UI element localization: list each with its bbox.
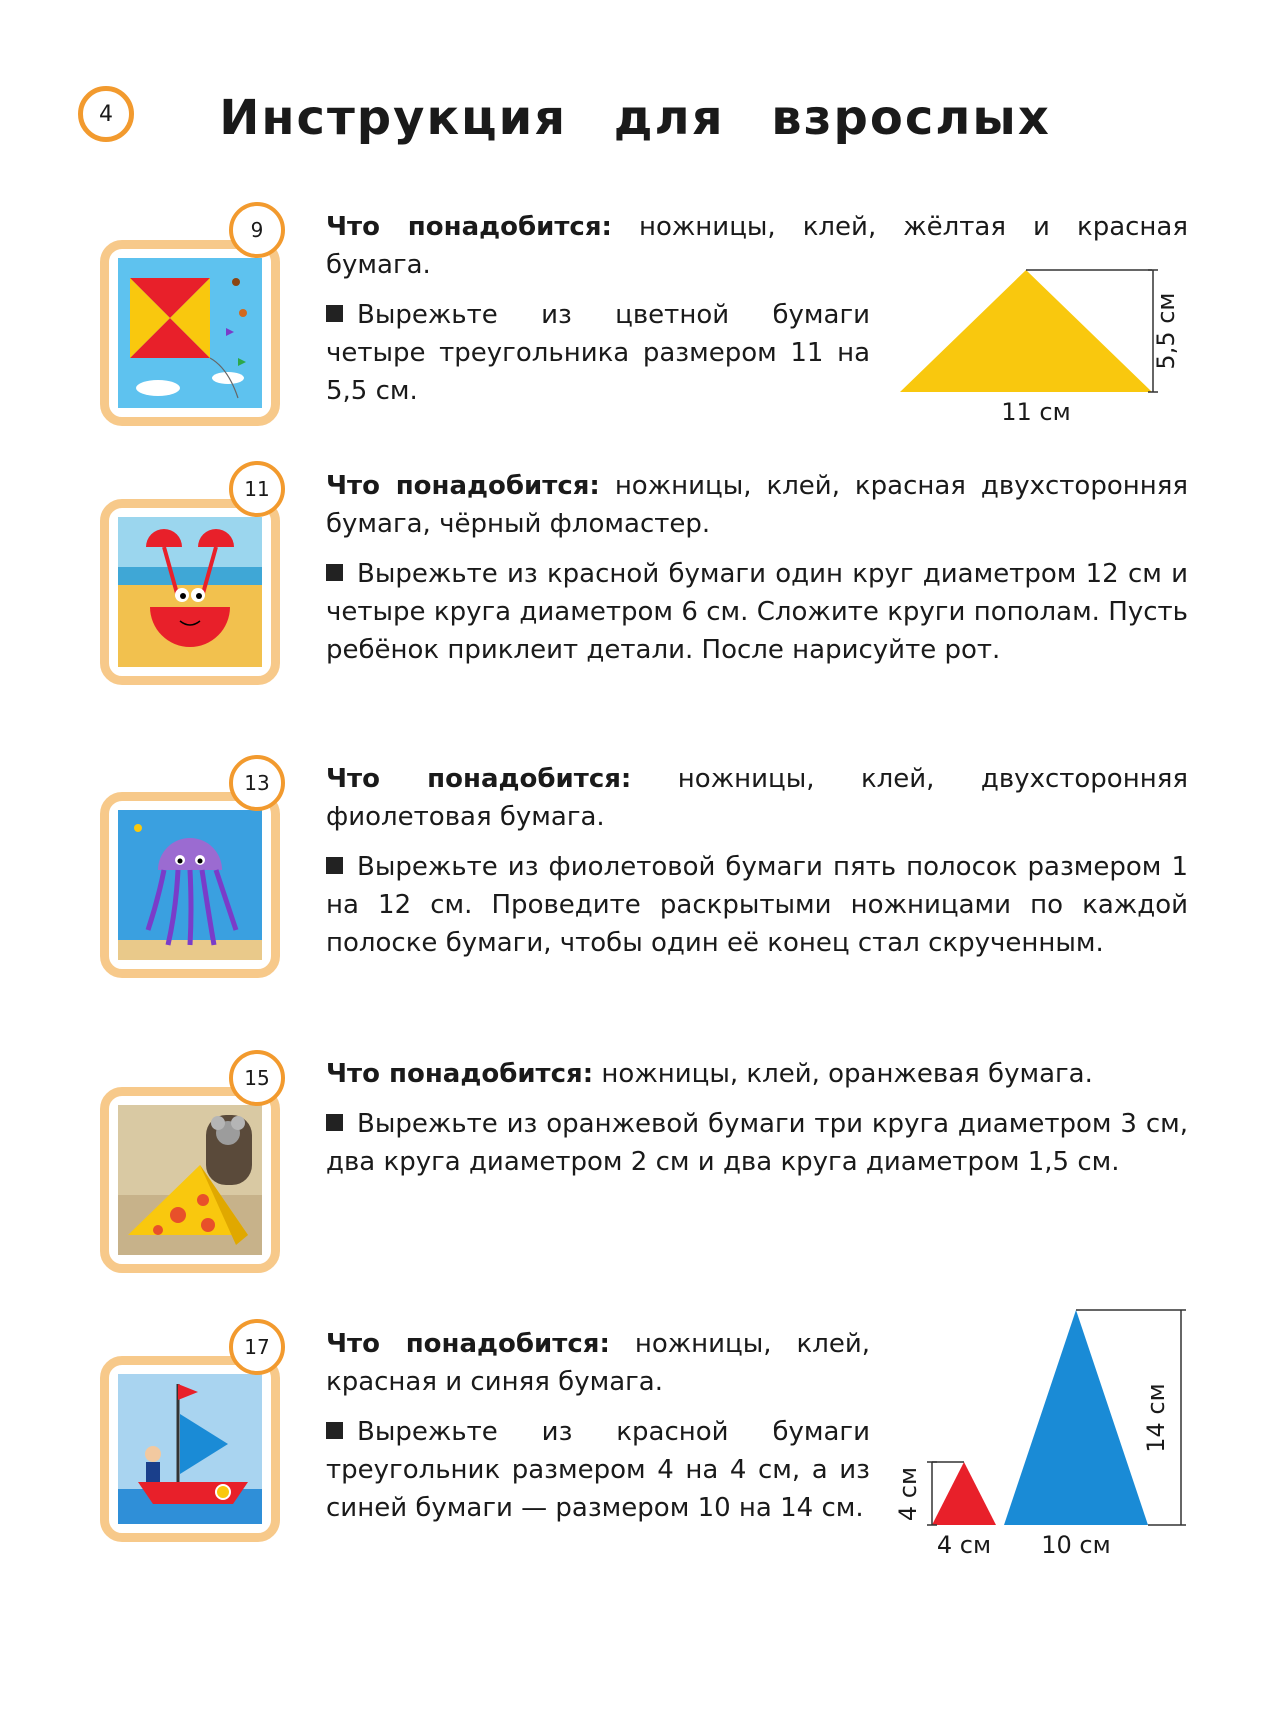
kite-picture xyxy=(100,240,280,426)
bullet-icon xyxy=(326,1114,343,1131)
sailboat-picture xyxy=(100,1356,280,1542)
instruction-text: Вырежьте из цветной бумаги четыре треугольника размером 11 на 5,5 см. xyxy=(326,300,870,406)
blue-base-label: 10 см xyxy=(1041,1531,1111,1559)
yellow-triangle-diagram xyxy=(890,262,1190,432)
instruction-text: Вырежьте из красной бумаги один круг диаметром 12 см и четыре круга диаметром 6 см. Сложите круги пополам. Пусть ребёнок приклеит детали. После нарисуйте рот. xyxy=(326,559,1188,665)
needs-label: Что понадобится: xyxy=(326,1059,594,1089)
bullet-icon xyxy=(326,1422,343,1439)
blue-height-label: 14 см xyxy=(1142,1383,1170,1453)
needs-label: Что понадобится: xyxy=(326,1329,610,1359)
crab-picture xyxy=(100,499,280,685)
bullet-icon xyxy=(326,857,343,874)
page-ref-badge: 17 xyxy=(229,1319,285,1375)
needs-text: ножницы, клей, красная двухсторонняя бумага, чёрный фломастер. xyxy=(326,471,1189,539)
red-height-label: 4 см xyxy=(894,1466,922,1522)
instruction-text: Вырежьте из красной бумаги треугольник размером 4 на 4 см, а из синей бумаги — размером 10 на 14 см. xyxy=(326,1417,870,1523)
needs-text: ножницы, клей, жёлтая и красная бумага. xyxy=(326,212,1188,280)
bullet-icon xyxy=(326,305,343,322)
section-text xyxy=(326,760,1188,974)
blue-triangle xyxy=(1004,1310,1148,1525)
needs-label: Что понадобится: xyxy=(326,471,600,501)
instruction-text: Вырежьте из фиолетовой бумаги пять полосок размером 1 на 12 см. Проведите раскрытыми ножницами по каждой полоске бумаги, чтобы один её конец стал скрученным. xyxy=(326,852,1188,958)
needs-label: Что понадобится: xyxy=(326,764,632,794)
section-text xyxy=(326,1055,1188,1193)
red-triangle xyxy=(932,1462,996,1525)
cheese-mouse-picture xyxy=(100,1087,280,1273)
needs-text: ножницы, клей, оранжевая бумага. xyxy=(601,1059,1093,1089)
section-text xyxy=(326,467,1188,681)
needs-text: ножницы, клей, красная и синяя бумага. xyxy=(326,1329,870,1397)
section-text xyxy=(326,1325,870,1539)
triangles-diagram xyxy=(894,1300,1202,1570)
yellow-triangle xyxy=(900,270,1152,392)
page-title: Инструкция для взрослых xyxy=(219,90,1051,146)
page-ref-badge: 9 xyxy=(229,202,285,258)
page-ref-badge: 15 xyxy=(229,1050,285,1106)
bullet-icon xyxy=(326,564,343,581)
instruction-text: Вырежьте из оранжевой бумаги три круга диаметром 3 см, два круга диаметром 2 см и два круга диаметром 1,5 см. xyxy=(326,1109,1188,1177)
jellyfish-picture xyxy=(100,792,280,978)
page-ref-badge: 13 xyxy=(229,755,285,811)
base-label: 11 см xyxy=(1001,398,1071,426)
needs-label: Что понадобится: xyxy=(326,212,612,242)
needs-text: ножницы, клей, двухсторонняя фиолетовая бумага. xyxy=(326,764,1188,832)
height-label: 5,5 см xyxy=(1152,292,1180,370)
red-base-label: 4 см xyxy=(936,1531,992,1559)
page-number: 4 xyxy=(78,86,134,142)
page-ref-badge: 11 xyxy=(229,461,285,517)
